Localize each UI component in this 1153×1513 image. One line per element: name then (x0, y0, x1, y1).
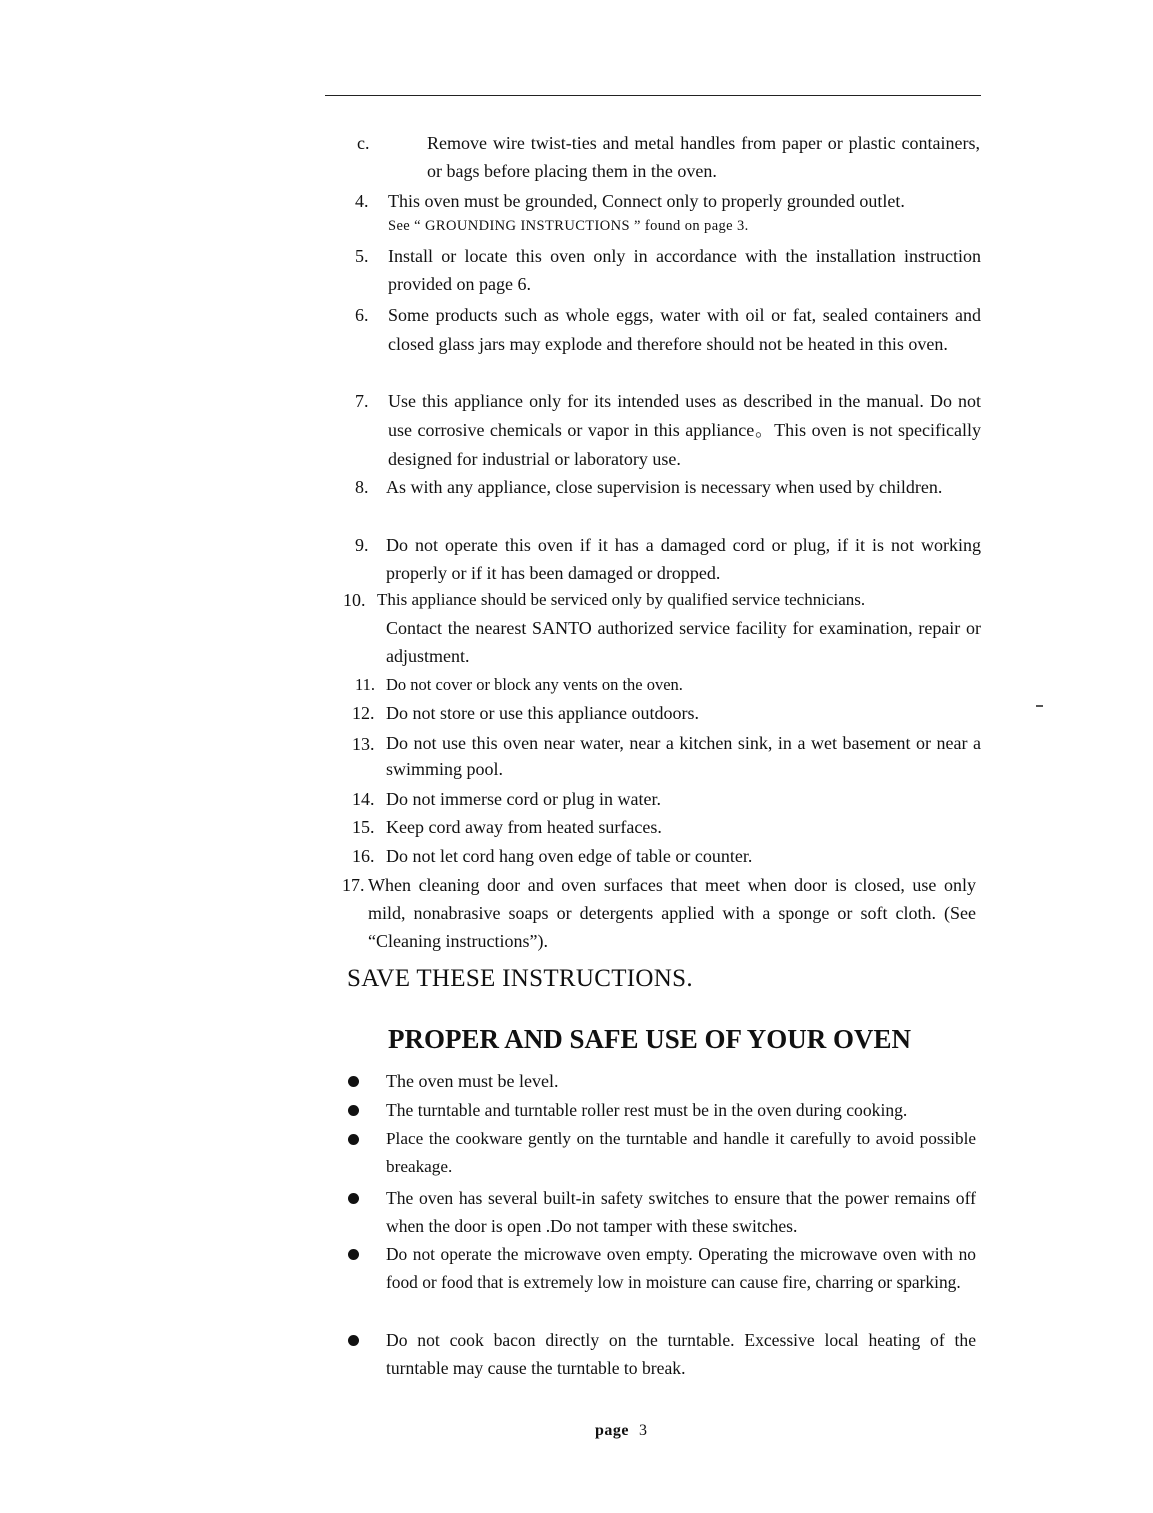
item-number: 8. (355, 477, 369, 497)
item-text: Do not operate this oven if it has a damaged cord or plug, if it is not working properly or if it has been damaged or dropped. (386, 535, 981, 583)
bullet-text: The oven must be level. (386, 1071, 559, 1091)
page-footer (595, 1422, 647, 1440)
bullet-dot-icon (348, 1076, 359, 1087)
item-text: Do not let cord hang oven edge of table or counter. (386, 846, 753, 866)
item-number: 10. (343, 590, 366, 610)
item-number: 6. (355, 305, 369, 325)
page-label: page (595, 1422, 629, 1439)
bullet-text: The turntable and turntable roller rest must be in the oven during cooking. (386, 1100, 908, 1120)
item-note: See “ GROUNDING INSTRUCTIONS ” found on page 3. (388, 218, 749, 234)
item-number: 5. (355, 246, 369, 266)
bullet-dot-icon (348, 1105, 359, 1116)
item-number: 11. (355, 675, 376, 694)
item-text: This appliance should be serviced only by qualified service technicians. (377, 590, 866, 609)
item-number: 4. (355, 191, 369, 211)
item-number: 9. (355, 535, 369, 555)
item-text: Do not immerse cord or plug in water. (386, 789, 661, 809)
item-text: As with any appliance, close supervision is necessary when used by children. (386, 477, 943, 497)
bullet-text: Do not cook bacon directly on the turntable. Excessive local heating of the turntable may cause the turntable to break. (386, 1330, 976, 1378)
bullet-dot-icon (348, 1249, 359, 1260)
save-instructions: SAVE THESE INSTRUCTIONS. (347, 965, 693, 992)
item-text: Install or locate this oven only in accordance with the installation instruction provided on page 6. (388, 246, 981, 294)
bullet-dot-icon (348, 1193, 359, 1204)
item-number: 7. (355, 391, 369, 411)
bullet-dot-icon (348, 1134, 359, 1145)
item-number: 16. (352, 846, 375, 866)
item-text: Use this appliance only for its intended uses as described in the manual. Do not use corrosive chemicals or vapor in this appliance。This oven is not specifically designed for industrial or laboratory use. (388, 391, 981, 469)
item-text: This oven must be grounded, Connect only to properly grounded outlet. (388, 191, 905, 211)
item-number: c. (357, 133, 370, 153)
item-text: Keep cord away from heated surfaces. (386, 817, 662, 837)
item-text: Do not cover or block any vents on the oven. (386, 675, 683, 694)
item-text-body: When cleaning door and oven surfaces that meet when door is closed, use only mild, nonabrasive soaps or detergents applied with a sponge or soft cloth. (See “Cleaning instructions”). (368, 875, 976, 951)
item-text: Do not store or use this appliance outdoors. (386, 703, 699, 723)
bullet-text: Do not operate the microwave oven empty. Operating the microwave oven with no food or food that is extremely low in moisture can cause fire, charring or sparking. (386, 1244, 976, 1292)
item-number: 12. (352, 703, 375, 723)
bullet-text: Place the cookware gently on the turntable and handle it carefully to avoid possible breakage. (386, 1129, 976, 1176)
top-rule (325, 95, 981, 96)
item-number: 17. (342, 875, 365, 895)
item-text: Do not use this oven near water, near a kitchen sink, in a wet basement or near a swimming pool. (386, 733, 981, 779)
item-text-continued: Contact the nearest SANTO authorized service facility for examination, repair or adjustment. (386, 618, 981, 666)
item-text (368, 871, 976, 955)
scan-speck (1036, 705, 1043, 707)
item-number: 13. (352, 734, 375, 754)
section-heading: PROPER AND SAFE USE OF YOUR OVEN (388, 1024, 912, 1054)
item-number: 14. (352, 789, 375, 809)
bullet-dot-icon (348, 1335, 359, 1346)
item-number: 15. (352, 817, 375, 837)
item-text: Remove wire twist-ties and metal handles from paper or plastic containers, or bags before placing them in the oven. (427, 133, 980, 181)
item-text: Some products such as whole eggs, water with oil or fat, sealed containers and closed glass jars may explode and therefore should not be heated in this oven. (388, 305, 981, 354)
page-number: 3 (639, 1422, 647, 1439)
bullet-text: The oven has several built-in safety switches to ensure that the power remains off when the door is open .Do not tamper with these switches. (386, 1188, 976, 1236)
